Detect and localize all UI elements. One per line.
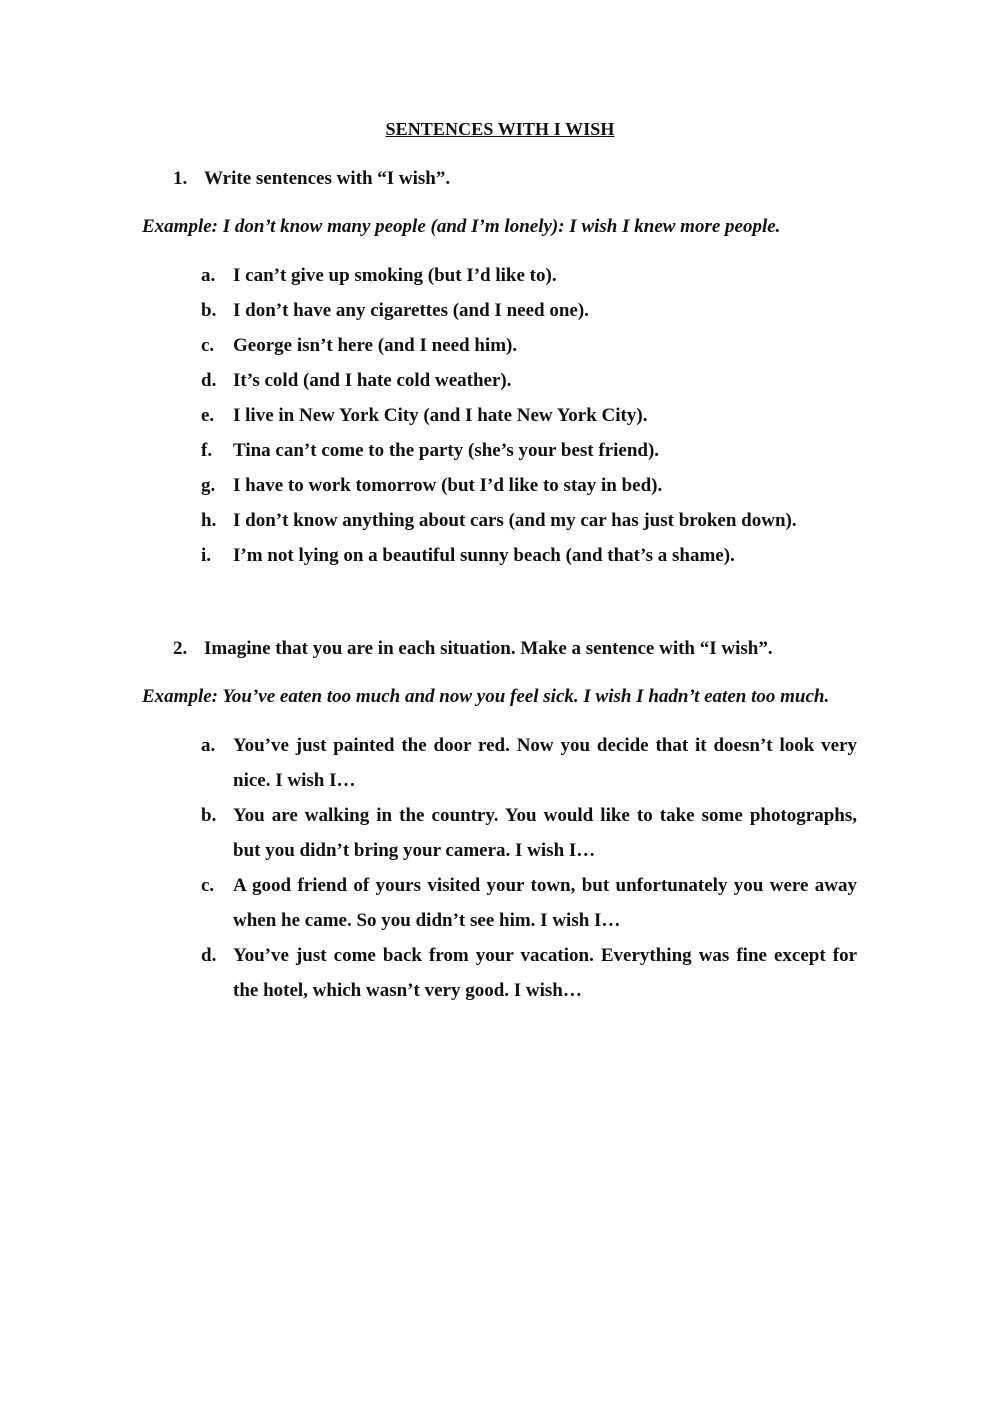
list-item-text: You’ve just come back from your vacation. Everything was fine except for the hotel, which wasn’t very good. I wish… xyxy=(233,945,857,1001)
list-item-text: I don’t know anything about cars (and my car has just broken down). xyxy=(233,510,797,531)
section-2-number: 2. xyxy=(173,638,188,659)
list-item-letter: a. xyxy=(201,735,216,756)
list-item-letter: c. xyxy=(201,875,215,896)
section-1-example: Example: I don’t know many people (and I’m lonely): I wish I knew more people. xyxy=(142,216,781,237)
list-item xyxy=(201,433,857,468)
list-item-letter: g. xyxy=(201,475,216,496)
list-item xyxy=(201,868,857,938)
list-item-text: A good friend of yours visited your town, but unfortunately you were away when he came. So you didn’t see him. I wish I… xyxy=(233,875,857,931)
list-item-text: I’m not lying on a beautiful sunny beach (and that’s a shame). xyxy=(233,545,735,566)
list-item-letter: c. xyxy=(201,335,215,356)
list-item xyxy=(201,398,857,433)
list-item-text: You are walking in the country. You would like to take some photographs, but you didn’t bring your camera. I wish I… xyxy=(233,805,857,861)
list-item-text: I don’t have any cigarettes (and I need one). xyxy=(233,300,589,321)
list-item xyxy=(201,293,857,328)
list-item-letter: h. xyxy=(201,510,217,531)
section-2-list xyxy=(201,728,857,1008)
section-1-list xyxy=(201,258,857,573)
list-item xyxy=(201,328,857,363)
section-2-example: Example: You’ve eaten too much and now you feel sick. I wish I hadn’t eaten too much. xyxy=(142,686,830,707)
list-item-text: You’ve just painted the door red. Now you decide that it doesn’t look very nice. I wish I… xyxy=(233,735,857,791)
section-1-number: 1. xyxy=(173,168,188,189)
list-item-letter: i. xyxy=(201,545,212,566)
list-item-text: It’s cold (and I hate cold weather). xyxy=(233,370,512,391)
list-item-text: I live in New York City (and I hate New York City). xyxy=(233,405,648,426)
list-item-letter: a. xyxy=(201,265,216,286)
list-item-letter: d. xyxy=(201,370,217,391)
list-item xyxy=(201,363,857,398)
section-2-instruction-text: Imagine that you are in each situation. Make a sentence with “I wish”. xyxy=(204,638,773,659)
list-item-letter: f. xyxy=(201,440,213,461)
list-item xyxy=(201,798,857,868)
list-item xyxy=(201,468,857,503)
list-item xyxy=(201,503,857,538)
list-item-letter: e. xyxy=(201,405,215,426)
list-item-letter: b. xyxy=(201,805,217,826)
list-item xyxy=(201,538,857,573)
list-item xyxy=(201,258,857,293)
page-title: SENTENCES WITH I WISH xyxy=(385,119,615,139)
section-1-instruction-text: Write sentences with “I wish”. xyxy=(204,168,451,189)
list-item-letter: d. xyxy=(201,945,217,966)
list-item-text: George isn’t here (and I need him). xyxy=(233,335,518,356)
list-item-text: I can’t give up smoking (but I’d like to). xyxy=(233,265,557,286)
list-item xyxy=(201,728,857,798)
list-item-text: Tina can’t come to the party (she’s your best friend). xyxy=(233,440,660,461)
section-1-instruction xyxy=(173,168,450,190)
list-item-text: I have to work tomorrow (but I’d like to stay in bed). xyxy=(233,475,663,496)
list-item-letter: b. xyxy=(201,300,217,321)
section-2-instruction xyxy=(173,638,773,660)
list-item xyxy=(201,938,857,1008)
